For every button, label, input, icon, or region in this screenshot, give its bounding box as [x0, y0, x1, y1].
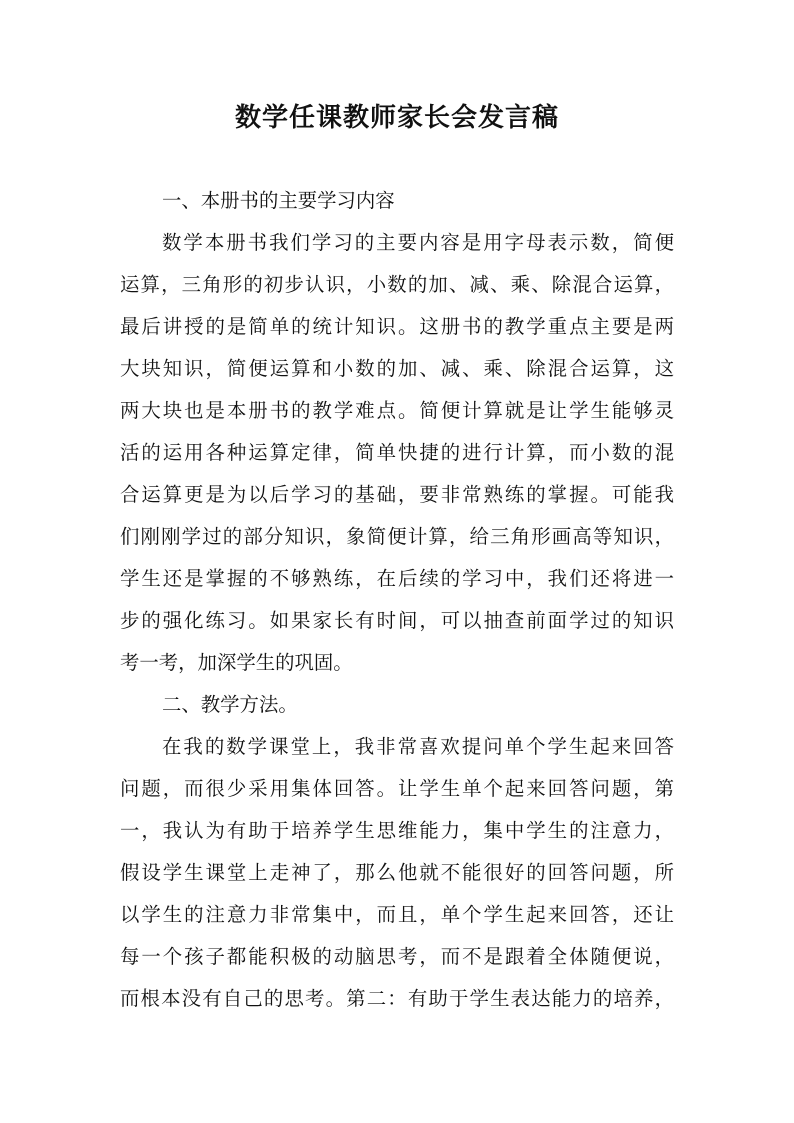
- section-heading-1: 一、本册书的主要学习内容: [162, 189, 395, 212]
- paragraph-line: 运算，三角形的初步认识，小数的加、减、乘、除混合运算，: [120, 273, 674, 296]
- paragraph-line: 们刚刚学过的部分知识，象简便计算，给三角形画高等知识，: [120, 525, 674, 548]
- paragraph-line: 活的运用各种运算定律，简单快捷的进行计算，而小数的混: [120, 441, 674, 464]
- paragraph-line: 问题，而很少采用集体回答。让学生单个起来回答问题，第: [120, 777, 674, 800]
- section-heading-2: 二、教学方法。: [162, 693, 298, 716]
- paragraph-line: 而根本没有自己的思考。第二：有助于学生表达能力的培养，: [120, 987, 674, 1010]
- paragraph-line: 假设学生课堂上走神了，那么他就不能很好的回答问题，所: [120, 861, 674, 884]
- paragraph-line: 步的强化练习。如果家长有时间，可以抽查前面学过的知识: [120, 609, 674, 632]
- paragraph-line: 考一考，加深学生的巩固。: [120, 651, 353, 674]
- paragraph-line: 大块知识，简便运算和小数的加、减、乘、除混合运算，这: [120, 357, 674, 380]
- paragraph-line: 在我的数学课堂上，我非常喜欢提问单个学生起来回答: [162, 735, 674, 758]
- paragraph-line: 以学生的注意力非常集中，而且，单个学生起来回答，还让: [120, 903, 674, 926]
- paragraph-line: 一，我认为有助于培养学生思维能力，集中学生的注意力，: [120, 819, 674, 842]
- paragraph-line: 学生还是掌握的不够熟练，在后续的学习中，我们还将进一: [120, 567, 674, 590]
- document-title: 数学任课教师家长会发言稿: [234, 103, 559, 133]
- paragraph-line: 数学本册书我们学习的主要内容是用字母表示数，简便: [162, 231, 674, 254]
- paragraph-line: 合运算更是为以后学习的基础，要非常熟练的掌握。可能我: [120, 483, 674, 506]
- paragraph-line: 两大块也是本册书的教学难点。简便计算就是让学生能够灵: [120, 399, 674, 422]
- paragraph-line: 每一个孩子都能积极的动脑思考，而不是跟着全体随便说，: [120, 945, 674, 968]
- paragraph-line: 最后讲授的是简单的统计知识。这册书的教学重点主要是两: [120, 315, 674, 338]
